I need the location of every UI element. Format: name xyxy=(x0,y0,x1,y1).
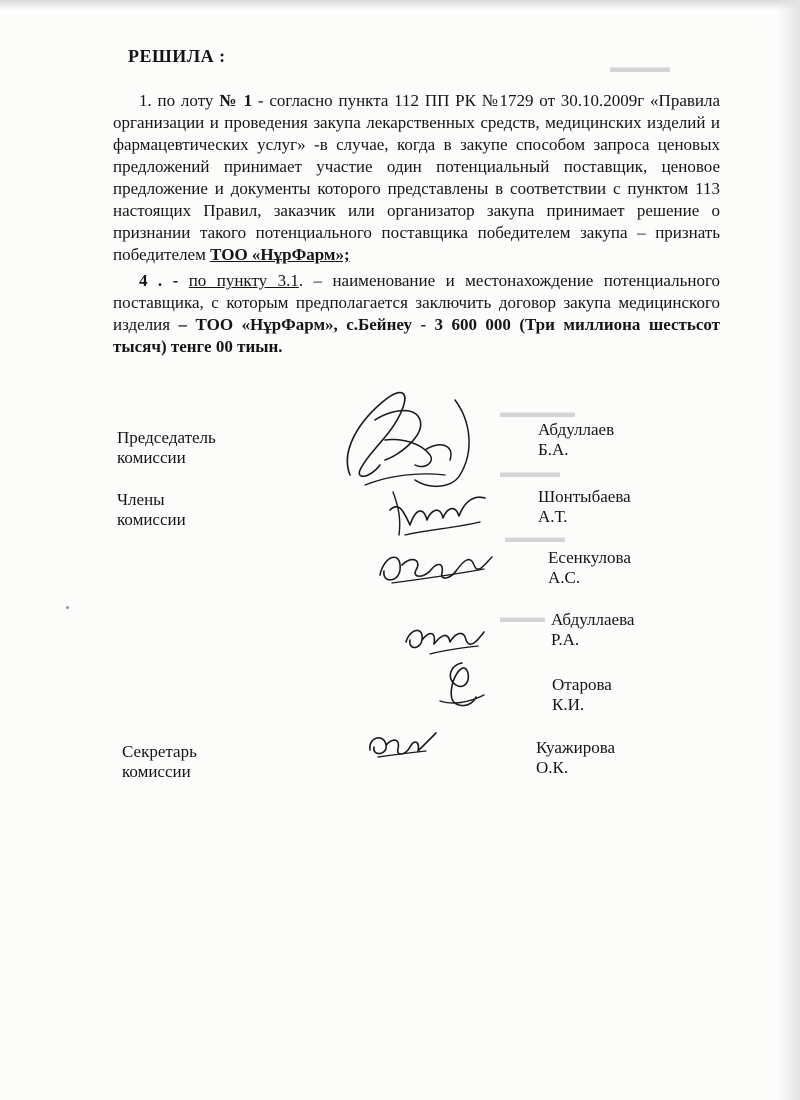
member-1-name: Шонтыбаева А.Т. xyxy=(538,487,631,526)
point-4-award: – ТОО «НұрФарм», с.Бейнеу - 3 600 000 (Три миллиона шестьсот тысяч) тенге 00 тиын. xyxy=(113,315,721,356)
decision-point-1 xyxy=(113,90,720,266)
point-4-reference: по пункту 3.1 xyxy=(188,271,299,290)
member-4-signature xyxy=(432,655,492,715)
show-through-mark: ▬▬▬▬▬ xyxy=(500,405,575,421)
chairman-name: Абдуллаев Б.А. xyxy=(538,420,615,459)
point-1-number: 1. xyxy=(139,91,152,110)
point-1-body: - согласно пункта 112 ПП РК №1729 от 30.10.2009г «Правила организации и проведения закупа лекарственных средств, медицинских изделий и фармацевтических услуг» -в случае, когда в закупе способом запроса ценовых предложений принимает участие один потенциальный поставщик, ценовое предложение и документы которого представлены в соответствии с пунктом 113 настоящих Правил, заказчик или организатор закупа принимает решение о признании такого потенциального поставщика победителем закупа – признать победителем xyxy=(113,91,721,264)
member-4-name: Отарова К.И. xyxy=(552,675,612,714)
point-4-body: . – наименование и местонахождение потенциального поставщика, с которым предполагается заключить договор закупа медицинского изделия xyxy=(113,271,720,334)
member-3-name: Абдуллаева Р.А. xyxy=(551,610,635,649)
scan-speck xyxy=(66,606,69,609)
chairman-role: Председатель комиссии xyxy=(117,428,216,467)
point-1-lot-number: № 1 xyxy=(219,91,253,110)
point-1-lot-text: по лоту xyxy=(157,91,214,110)
decision-point-4 xyxy=(113,270,720,358)
member-2-name: Есенкулова А.С. xyxy=(548,548,631,587)
secretary-signature xyxy=(360,725,440,765)
show-through-mark: ▬▬▬▬ xyxy=(500,465,560,481)
show-through-mark: ▬▬▬ xyxy=(500,610,545,626)
members-role: Члены комиссии xyxy=(117,490,186,529)
point-4-number: 4 . - xyxy=(139,271,179,290)
show-through-mark: ▬▬▬▬ xyxy=(610,60,670,76)
scan-shadow-right xyxy=(778,0,800,1100)
show-through-mark: ▬▬▬▬ xyxy=(505,530,565,546)
decision-heading: РЕШИЛА : xyxy=(128,46,226,66)
secretary-name: Куажирова О.К. xyxy=(536,738,616,777)
point-1-winner: ТОО «НұрФарм»; xyxy=(210,245,350,264)
member-3-signature xyxy=(400,610,490,660)
scan-shadow-top xyxy=(0,0,800,10)
secretary-role: Секретарь комиссии xyxy=(122,742,197,781)
member-2-signature xyxy=(372,535,502,595)
